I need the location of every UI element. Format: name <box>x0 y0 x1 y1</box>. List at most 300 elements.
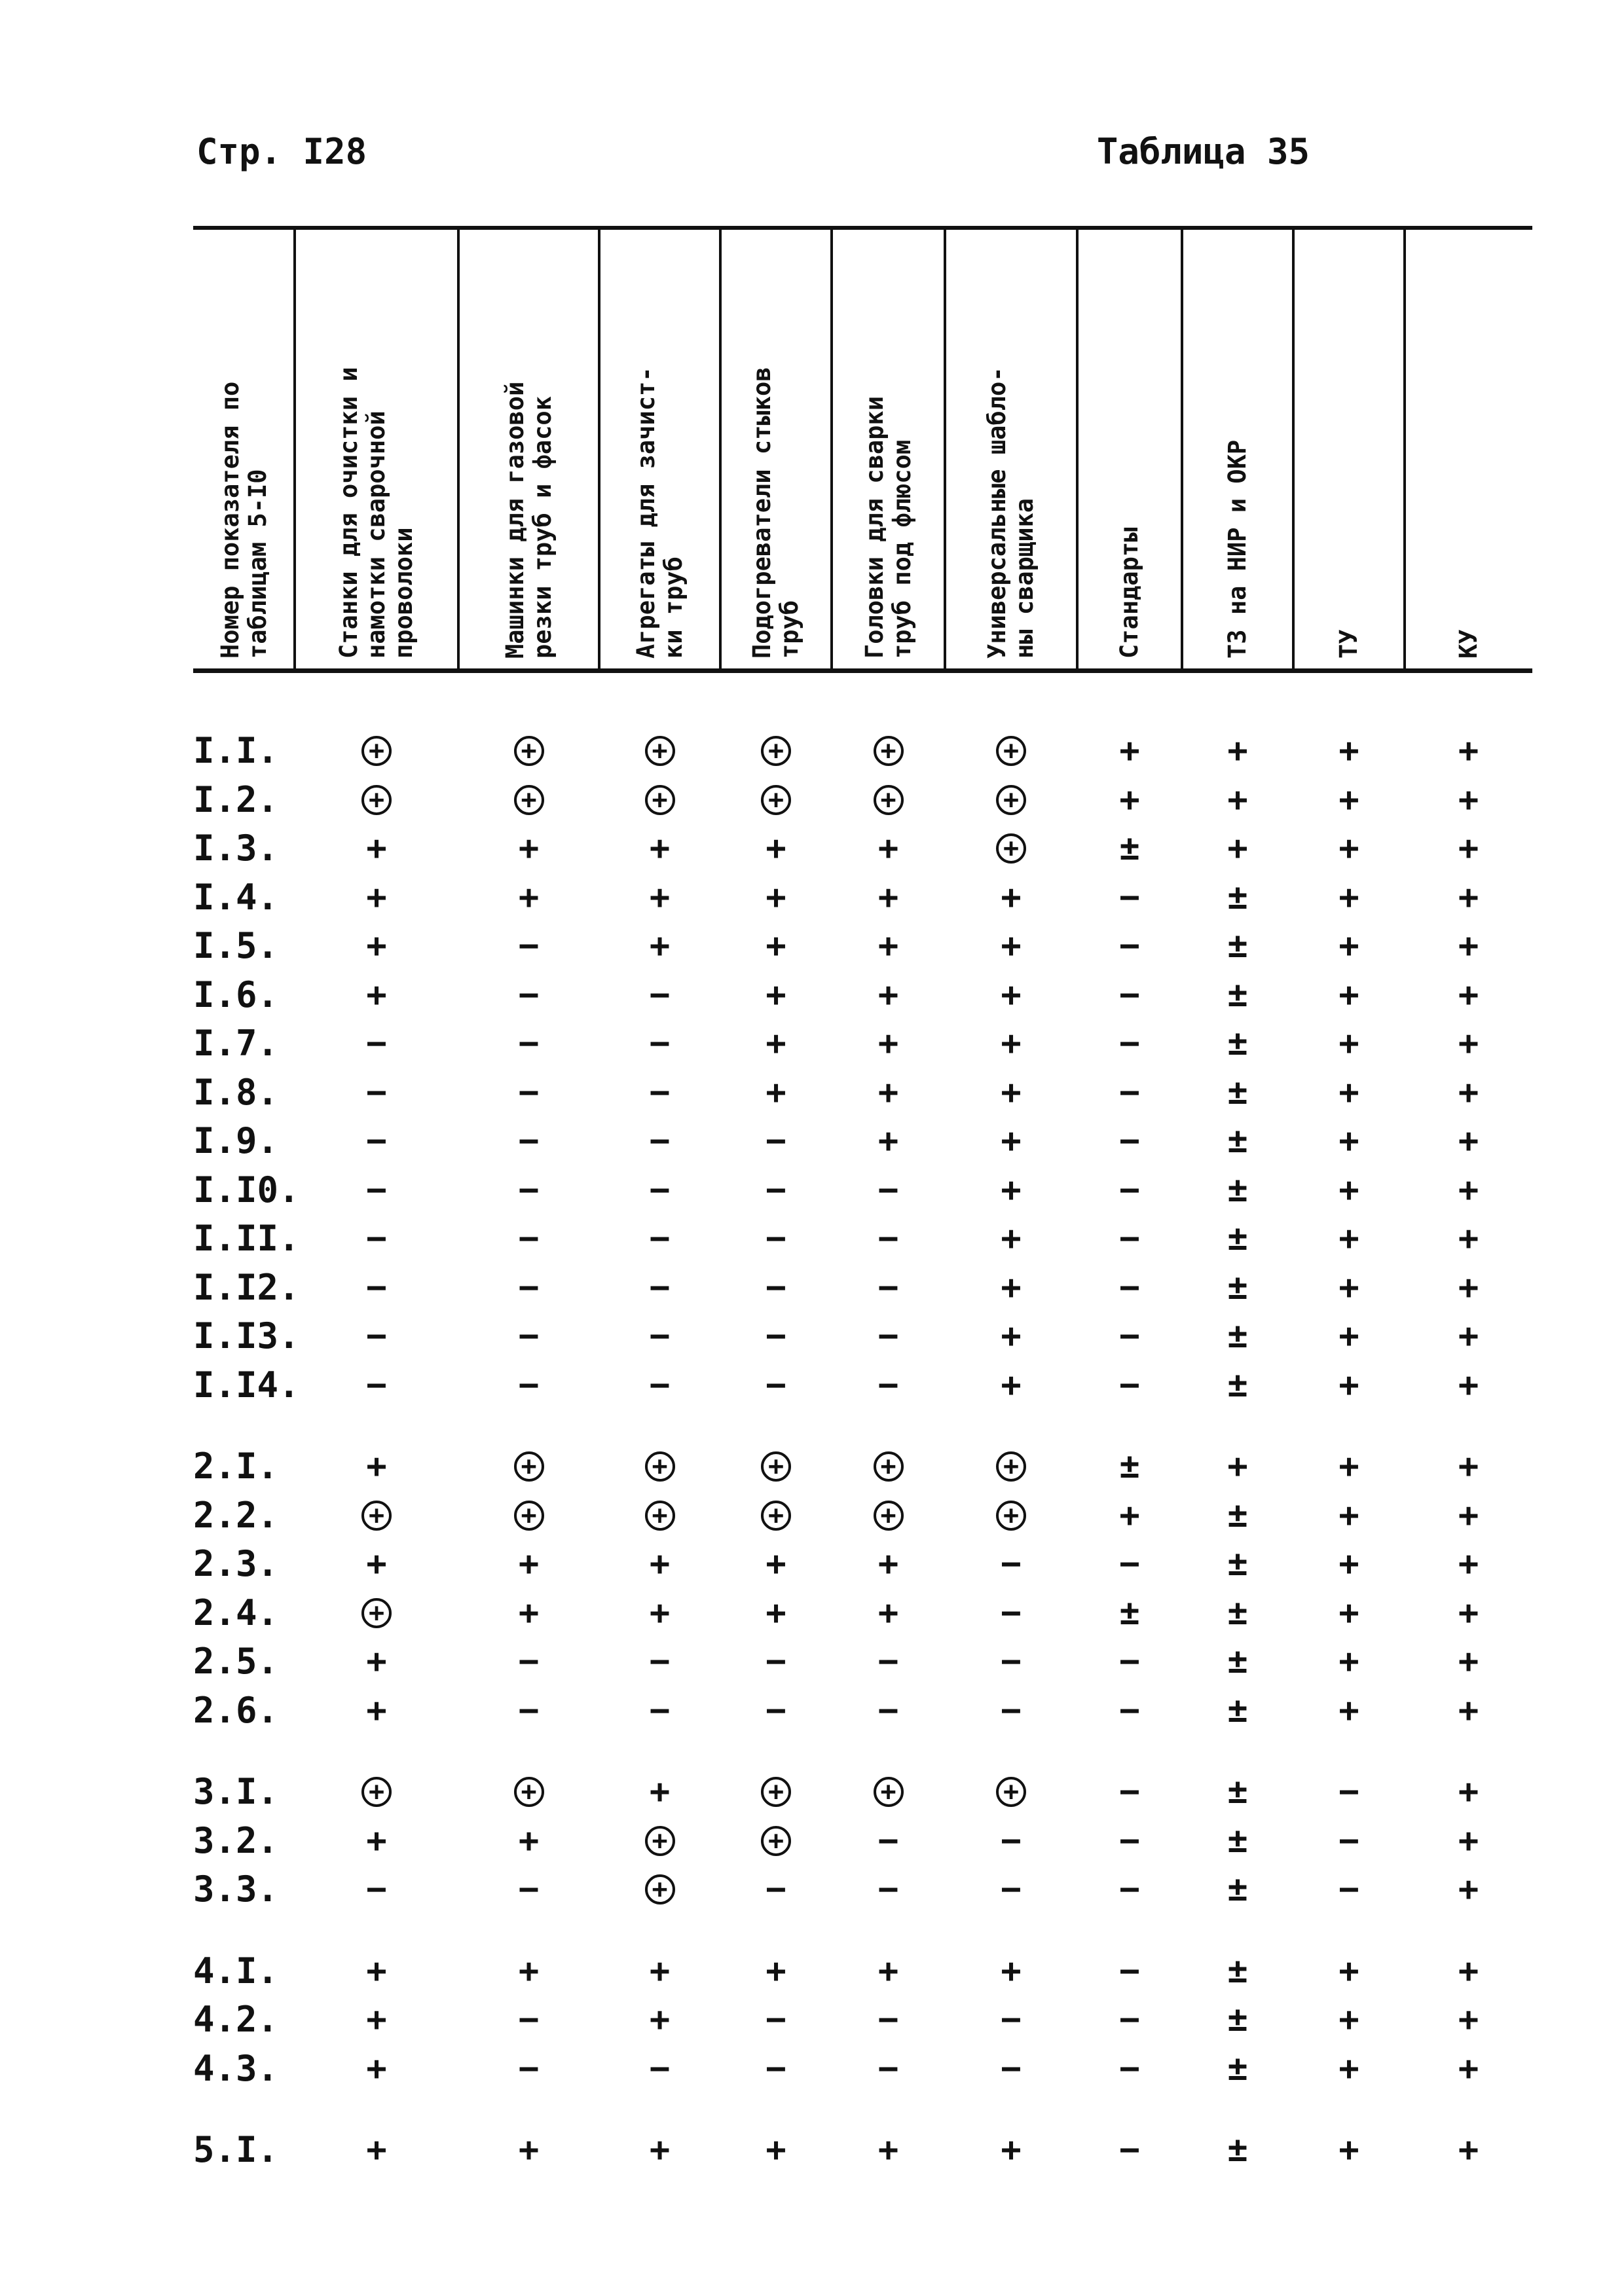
table-cell <box>849 1166 928 1214</box>
table-cell <box>490 1540 568 1588</box>
plus-mark: + <box>1338 1121 1359 1161</box>
plus-mark: + <box>366 2000 387 2039</box>
table-cell <box>621 1312 699 1360</box>
plus-mark: + <box>1458 829 1479 868</box>
table-row <box>193 1947 1532 1995</box>
table-cell <box>621 1166 699 1214</box>
row-number: I.2. <box>193 778 279 820</box>
plus-mark: + <box>649 926 671 966</box>
plus-minus-mark: ± <box>1227 1772 1248 1812</box>
plus-mark: + <box>766 975 786 1015</box>
table-cell <box>1090 1019 1169 1068</box>
row-number: I.9. <box>193 1120 279 1161</box>
minus-mark: − <box>366 1219 387 1258</box>
circled-plus-mark: + <box>645 1874 675 1904</box>
minus-mark: − <box>1001 1821 1022 1861</box>
table-cell <box>849 873 928 922</box>
plus-minus-mark: ± <box>1227 2130 1248 2170</box>
table-cell <box>849 1817 928 1865</box>
plus-mark: + <box>1119 1495 1140 1535</box>
table-cell <box>621 873 699 922</box>
minus-mark: − <box>649 1024 671 1063</box>
table-cell <box>1310 873 1388 922</box>
minus-mark: − <box>649 1317 671 1356</box>
plus-mark: + <box>877 1121 899 1161</box>
plus-mark: + <box>649 2000 671 2039</box>
table-cell <box>849 1995 928 2044</box>
table-cell <box>490 1019 568 1068</box>
plus-mark: + <box>649 1544 671 1584</box>
plus-mark: + <box>1338 1951 1359 1991</box>
plus-mark: + <box>1458 1365 1479 1405</box>
table-cell <box>1090 1214 1169 1263</box>
page-number: Стр. I28 <box>196 131 367 172</box>
row-number: I.I0. <box>193 1169 300 1211</box>
table-cell <box>972 1947 1050 1995</box>
plus-mark: + <box>649 1593 671 1633</box>
plus-mark: + <box>1458 1544 1479 1584</box>
table-row <box>193 1312 1532 1360</box>
plus-mark: + <box>877 1072 899 1112</box>
table-cell <box>337 1995 416 2044</box>
circled-plus-mark: + <box>996 785 1026 815</box>
plus-mark: + <box>366 2130 387 2170</box>
plus-mark: + <box>1458 1121 1479 1161</box>
row-number: 2.3. <box>193 1543 279 1584</box>
column-header-label: Подогреватели стыков труб <box>748 367 803 659</box>
row-number: I.6. <box>193 974 279 1015</box>
circled-plus-mark: + <box>761 785 791 815</box>
table-cell <box>972 1117 1050 1165</box>
table-cell <box>621 776 699 824</box>
plus-mark: + <box>877 1951 899 1991</box>
table-cell <box>737 824 815 873</box>
table-cell <box>1090 1865 1169 1914</box>
table-cell <box>1430 922 1508 970</box>
table-cell <box>737 1995 815 2044</box>
table-cell <box>1430 1768 1508 1816</box>
row-number: 4.2. <box>193 1999 279 2040</box>
minus-mark: − <box>1001 1870 1022 1909</box>
table-cell <box>972 2045 1050 2093</box>
row-number: 3.2. <box>193 1819 279 1861</box>
table-cell <box>1430 1686 1508 1735</box>
table-cell <box>1090 1947 1169 1995</box>
plus-mark: + <box>518 829 540 868</box>
plus-mark: + <box>1458 1951 1479 1991</box>
table-cell <box>972 727 1050 775</box>
minus-mark: − <box>518 1267 540 1307</box>
minus-mark: − <box>1119 1772 1140 1812</box>
plus-mark: + <box>1227 1447 1248 1486</box>
table-cell <box>972 1214 1050 1263</box>
column-header-label: Стандарты <box>1115 527 1143 659</box>
minus-mark: − <box>518 1870 540 1909</box>
minus-mark: − <box>1119 2130 1140 2170</box>
column-header-label: Станки для очистки и намотки сварочной проволоки <box>335 367 418 659</box>
column-header-label: ТУ <box>1335 629 1363 659</box>
minus-mark: − <box>766 1642 786 1681</box>
circled-plus-mark: + <box>645 1826 675 1856</box>
table-row <box>193 1589 1532 1637</box>
minus-mark: − <box>877 1870 899 1909</box>
column-header-label: Агрегаты для зачист- ки труб <box>631 367 688 659</box>
table-cell <box>1090 971 1169 1019</box>
table-cell <box>337 1540 416 1588</box>
column-header <box>945 231 1077 667</box>
plus-mark: + <box>877 2130 899 2170</box>
table-cell <box>1430 971 1508 1019</box>
plus-mark: + <box>1001 1951 1022 1991</box>
plus-mark: + <box>366 829 387 868</box>
table-cell <box>737 1491 815 1540</box>
table-cell <box>1310 1166 1388 1214</box>
plus-mark: + <box>766 1544 786 1584</box>
page-header <box>196 131 1310 183</box>
plus-mark: + <box>766 2130 786 2170</box>
plus-minus-mark: ± <box>1227 1593 1248 1633</box>
table-cell <box>621 1019 699 1068</box>
table-row <box>193 1995 1532 2044</box>
minus-mark: − <box>877 1317 899 1356</box>
plus-minus-mark: ± <box>1119 829 1140 868</box>
row-number: 4.I. <box>193 1950 279 1992</box>
minus-mark: − <box>1119 877 1140 917</box>
table-row <box>193 1637 1532 1686</box>
row-number: I.8. <box>193 1071 279 1113</box>
table-cell <box>490 1686 568 1735</box>
table-cell <box>490 727 568 775</box>
table-cell <box>1090 1264 1169 1312</box>
plus-mark: + <box>877 877 899 917</box>
minus-mark: − <box>518 975 540 1015</box>
table-cell <box>490 873 568 922</box>
row-number: 2.2. <box>193 1494 279 1536</box>
circled-plus-mark: + <box>874 1777 904 1807</box>
plus-mark: + <box>1458 926 1479 966</box>
table-cell <box>337 873 416 922</box>
table-cell <box>490 971 568 1019</box>
table-cell <box>972 1166 1050 1214</box>
table-cell <box>849 1491 928 1540</box>
column-header-label: ТЗ на НИР и ОКР <box>1223 439 1251 659</box>
table-row <box>193 727 1532 775</box>
plus-mark: + <box>1338 2000 1359 2039</box>
plus-mark: + <box>1458 975 1479 1015</box>
table-cell <box>972 1019 1050 1068</box>
minus-mark: − <box>877 1365 899 1405</box>
table-row <box>193 1768 1532 1816</box>
plus-mark: + <box>1119 780 1140 820</box>
table-cell <box>490 1361 568 1410</box>
minus-mark: − <box>518 1170 540 1210</box>
plus-mark: + <box>1119 731 1140 771</box>
circled-plus-mark: + <box>361 1598 392 1628</box>
table-row <box>193 873 1532 922</box>
table-cell <box>621 1995 699 2044</box>
table-cell <box>1198 1361 1277 1410</box>
table-cell <box>972 922 1050 970</box>
table-cell <box>490 1264 568 1312</box>
table-cell <box>972 1637 1050 1686</box>
table-cell <box>1198 1589 1277 1637</box>
table-cell <box>1090 1166 1169 1214</box>
minus-mark: − <box>1119 1219 1140 1258</box>
table-cell <box>337 824 416 873</box>
table-cell <box>1310 727 1388 775</box>
minus-mark: − <box>1119 1951 1140 1991</box>
row-number: I.4. <box>193 876 279 918</box>
table-cell <box>737 1019 815 1068</box>
table-cell <box>737 727 815 775</box>
minus-mark: − <box>1119 2000 1140 2039</box>
table-cell <box>1430 2045 1508 2093</box>
minus-mark: − <box>877 1821 899 1861</box>
table-cell <box>621 2126 699 2174</box>
table-cell <box>621 1214 699 1263</box>
minus-mark: − <box>1119 1690 1140 1730</box>
table-cell <box>1430 1117 1508 1165</box>
table-cell <box>1198 1540 1277 1588</box>
table-cell <box>1090 1491 1169 1540</box>
table-cell <box>490 1312 568 1360</box>
table-cell <box>1430 1995 1508 2044</box>
table-cell <box>1198 1686 1277 1735</box>
table-cell <box>337 922 416 970</box>
table-cell <box>621 2045 699 2093</box>
plus-minus-mark: ± <box>1227 1544 1248 1584</box>
table-cell <box>849 1589 928 1637</box>
table-cell <box>337 1768 416 1816</box>
table-cell <box>972 776 1050 824</box>
table-cell <box>1430 1637 1508 1686</box>
minus-mark: − <box>1001 1690 1022 1730</box>
table-cell <box>972 1361 1050 1410</box>
plus-mark: + <box>1227 731 1248 771</box>
table-cell <box>1198 873 1277 922</box>
plus-mark: + <box>1001 1317 1022 1356</box>
table-cell <box>1198 971 1277 1019</box>
minus-mark: − <box>1119 1870 1140 1909</box>
minus-mark: − <box>766 2049 786 2088</box>
plus-mark: + <box>518 1544 540 1584</box>
table-cell <box>621 1817 699 1865</box>
plus-mark: + <box>366 1821 387 1861</box>
table-cell <box>621 922 699 970</box>
minus-mark: − <box>877 2049 899 2088</box>
plus-mark: + <box>1458 2130 1479 2170</box>
table-row <box>193 1264 1532 1312</box>
minus-mark: − <box>649 975 671 1015</box>
minus-mark: − <box>649 1072 671 1112</box>
minus-mark: − <box>518 926 540 966</box>
plus-mark: + <box>366 1642 387 1681</box>
table-cell <box>337 1442 416 1491</box>
minus-mark: − <box>649 2049 671 2088</box>
minus-mark: − <box>766 1870 786 1909</box>
plus-mark: + <box>1458 1821 1479 1861</box>
circled-plus-mark: + <box>514 1451 544 1482</box>
circled-plus-mark: + <box>996 1451 1026 1482</box>
plus-mark: + <box>1458 1642 1479 1681</box>
plus-mark: + <box>1458 1447 1479 1486</box>
row-number: 2.5. <box>193 1641 279 1682</box>
column-header-label: Головки для сварки труб под флюсом <box>860 396 916 659</box>
plus-minus-mark: ± <box>1227 975 1248 1015</box>
table-row <box>193 776 1532 824</box>
plus-mark: + <box>877 1593 899 1633</box>
plus-mark: + <box>1338 1642 1359 1681</box>
table-cell <box>1198 1166 1277 1214</box>
minus-mark: − <box>366 1170 387 1210</box>
table-title: Таблица 35 <box>1096 131 1310 172</box>
circled-plus-mark: + <box>361 736 392 766</box>
plus-minus-mark: ± <box>1227 1024 1248 1063</box>
table-cell <box>337 1117 416 1165</box>
table-cell <box>1430 1361 1508 1410</box>
minus-mark: − <box>366 1365 387 1405</box>
minus-mark: − <box>518 1690 540 1730</box>
table-cell <box>849 1068 928 1117</box>
table-cell <box>849 1264 928 1312</box>
plus-mark: + <box>1338 1317 1359 1356</box>
plus-mark: + <box>1001 1072 1022 1112</box>
table-cell <box>621 1117 699 1165</box>
plus-mark: + <box>1001 1170 1022 1210</box>
table-cell <box>737 873 815 922</box>
table-cell <box>1198 1817 1277 1865</box>
table-cell <box>849 727 928 775</box>
row-number: I.I4. <box>193 1364 300 1406</box>
table-cell <box>849 1947 928 1995</box>
table-cell <box>1310 1312 1388 1360</box>
plus-mark: + <box>518 2130 540 2170</box>
column-header <box>1077 231 1182 667</box>
circled-plus-mark: + <box>761 736 791 766</box>
plus-mark: + <box>518 1821 540 1861</box>
plus-mark: + <box>1338 731 1359 771</box>
table-cell <box>737 1817 815 1865</box>
table-cell <box>1430 1166 1508 1214</box>
plus-mark: + <box>1458 1267 1479 1307</box>
minus-mark: − <box>1119 1024 1140 1063</box>
table-cell <box>972 1995 1050 2044</box>
table-cell <box>337 1491 416 1540</box>
table-cell <box>1310 1264 1388 1312</box>
row-number: I.I. <box>193 730 279 771</box>
plus-mark: + <box>1338 1219 1359 1258</box>
plus-mark: + <box>1001 2130 1022 2170</box>
plus-mark: + <box>1338 877 1359 917</box>
table-cell <box>621 1361 699 1410</box>
table-cell <box>1310 2045 1388 2093</box>
table-row <box>193 1491 1532 1540</box>
table-cell <box>1198 824 1277 873</box>
table-cell <box>1198 1312 1277 1360</box>
table-cell <box>490 1637 568 1686</box>
table-cell <box>1310 1214 1388 1263</box>
column-header-label: Номер показателя по таблицам 5-I0 <box>215 381 272 659</box>
table-cell <box>737 1947 815 1995</box>
table-cell <box>490 1768 568 1816</box>
column-header <box>1405 231 1532 667</box>
table-cell <box>1090 922 1169 970</box>
minus-mark: − <box>649 1170 671 1210</box>
table-cell <box>621 1947 699 1995</box>
table-row <box>193 971 1532 1019</box>
table-cell <box>1310 776 1388 824</box>
circled-plus-mark: + <box>996 1501 1026 1531</box>
plus-mark: + <box>766 829 786 868</box>
table-cell <box>972 1817 1050 1865</box>
table-cell <box>1430 1264 1508 1312</box>
table-cell <box>1310 1117 1388 1165</box>
table-cell <box>490 824 568 873</box>
plus-mark: + <box>1001 1365 1022 1405</box>
minus-mark: − <box>518 1317 540 1356</box>
minus-mark: − <box>518 1642 540 1681</box>
minus-mark: − <box>366 1072 387 1112</box>
table-cell <box>849 1540 928 1588</box>
minus-mark: − <box>518 1072 540 1112</box>
table-cell <box>1310 1947 1388 1995</box>
minus-mark: − <box>766 1690 786 1730</box>
plus-mark: + <box>649 1951 671 1991</box>
circled-plus-mark: + <box>761 1777 791 1807</box>
plus-mark: + <box>1458 2000 1479 2039</box>
row-number: 2.4. <box>193 1592 279 1633</box>
minus-mark: − <box>766 1170 786 1210</box>
table-cell <box>621 1068 699 1117</box>
table-cell <box>737 1264 815 1312</box>
table-cell <box>1090 1686 1169 1735</box>
plus-mark: + <box>1001 1024 1022 1063</box>
column-header <box>295 231 458 667</box>
plus-mark: + <box>766 1593 786 1633</box>
table-cell <box>737 1637 815 1686</box>
table-cell <box>849 1019 928 1068</box>
table-cell <box>1310 824 1388 873</box>
plus-minus-mark: ± <box>1227 926 1248 966</box>
table-cell <box>849 776 928 824</box>
plus-mark: + <box>649 2130 671 2170</box>
plus-mark: + <box>1338 1170 1359 1210</box>
table-cell <box>1198 1865 1277 1914</box>
table-cell <box>490 1589 568 1637</box>
table-cell <box>1310 1442 1388 1491</box>
table-cell <box>972 1540 1050 1588</box>
table-row <box>193 1214 1532 1263</box>
table-cell <box>1310 2126 1388 2174</box>
plus-mark: + <box>1458 1690 1479 1730</box>
column-header <box>832 231 945 667</box>
table-cell <box>1310 1589 1388 1637</box>
plus-mark: + <box>1338 2130 1359 2170</box>
table-cell <box>972 1312 1050 1360</box>
circled-plus-mark: + <box>361 1501 392 1531</box>
plus-mark: + <box>366 877 387 917</box>
table-cell <box>1198 727 1277 775</box>
column-header <box>1182 231 1293 667</box>
table-row <box>193 2045 1532 2093</box>
column-header <box>599 231 720 667</box>
plus-mark: + <box>877 975 899 1015</box>
column-header <box>720 231 832 667</box>
table-cell <box>972 1589 1050 1637</box>
plus-minus-mark: ± <box>1227 1690 1248 1730</box>
minus-mark: − <box>877 1267 899 1307</box>
table-cell <box>1430 776 1508 824</box>
